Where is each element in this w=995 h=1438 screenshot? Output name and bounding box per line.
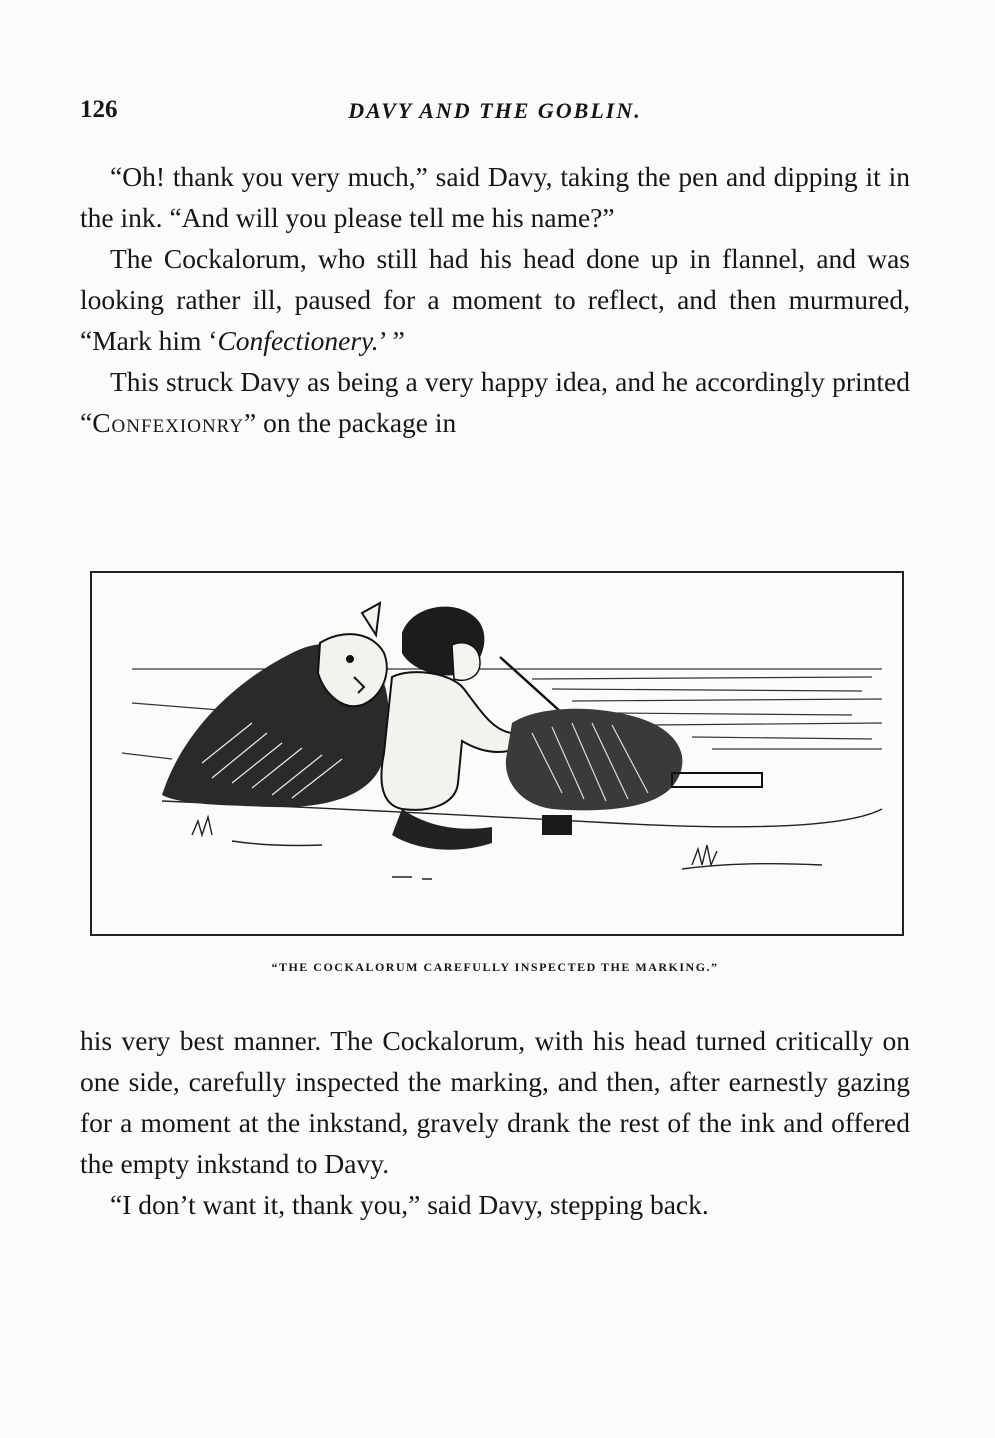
smallcaps-confexionry: Confexionry xyxy=(92,407,245,438)
engraving-illustration-icon xyxy=(92,573,902,934)
illustration-frame xyxy=(90,571,904,936)
package-figure xyxy=(506,709,762,835)
page-header xyxy=(80,96,910,136)
figure-caption: “THE COCKALORUM CAREFULLY INSPECTED THE MARKING.” xyxy=(271,960,719,974)
top-text-block xyxy=(80,156,910,443)
italic-confectionery: Confectionery. xyxy=(217,325,379,356)
bottom-text-block xyxy=(80,1020,910,1225)
ground-lines xyxy=(162,801,882,879)
paragraph-dont-want-it: “I don’t want it, thank you,” said Davy, stepping back. xyxy=(110,1189,709,1220)
page-number: 126 xyxy=(80,96,118,123)
running-title: DAVY AND THE GOBLIN. xyxy=(348,98,642,123)
paragraph-best-manner: his very best manner. The Cockalorum, with his head turned critically on one side, carefully inspected the marking, and then, after earnestly gazing for a moment at the inkstand, gravely drank the rest of the ink and offered the empty inkstand to Davy. xyxy=(80,1025,910,1179)
paragraph-thank-you: “Oh! thank you very much,” said Davy, taking the pen and dipping it in the ink. “And will you please tell me his name?” xyxy=(80,161,910,233)
paragraph-text-end: ” on the package in xyxy=(244,407,457,438)
paragraph-text: The Cockalorum, who still had his head done up in flannel, and was looking rather ill, paused for a moment to reflect, and then murmured, “Mark him ‘ xyxy=(80,243,910,356)
paragraph-text: This struck Davy as being a very happy idea, and he accordingly printed “ xyxy=(80,366,910,438)
paragraph-cockalorum-murmured xyxy=(80,238,910,361)
closing-quote: ’ ” xyxy=(378,325,405,356)
paragraph-happy-idea xyxy=(80,361,910,443)
goblin-figure xyxy=(162,603,389,807)
